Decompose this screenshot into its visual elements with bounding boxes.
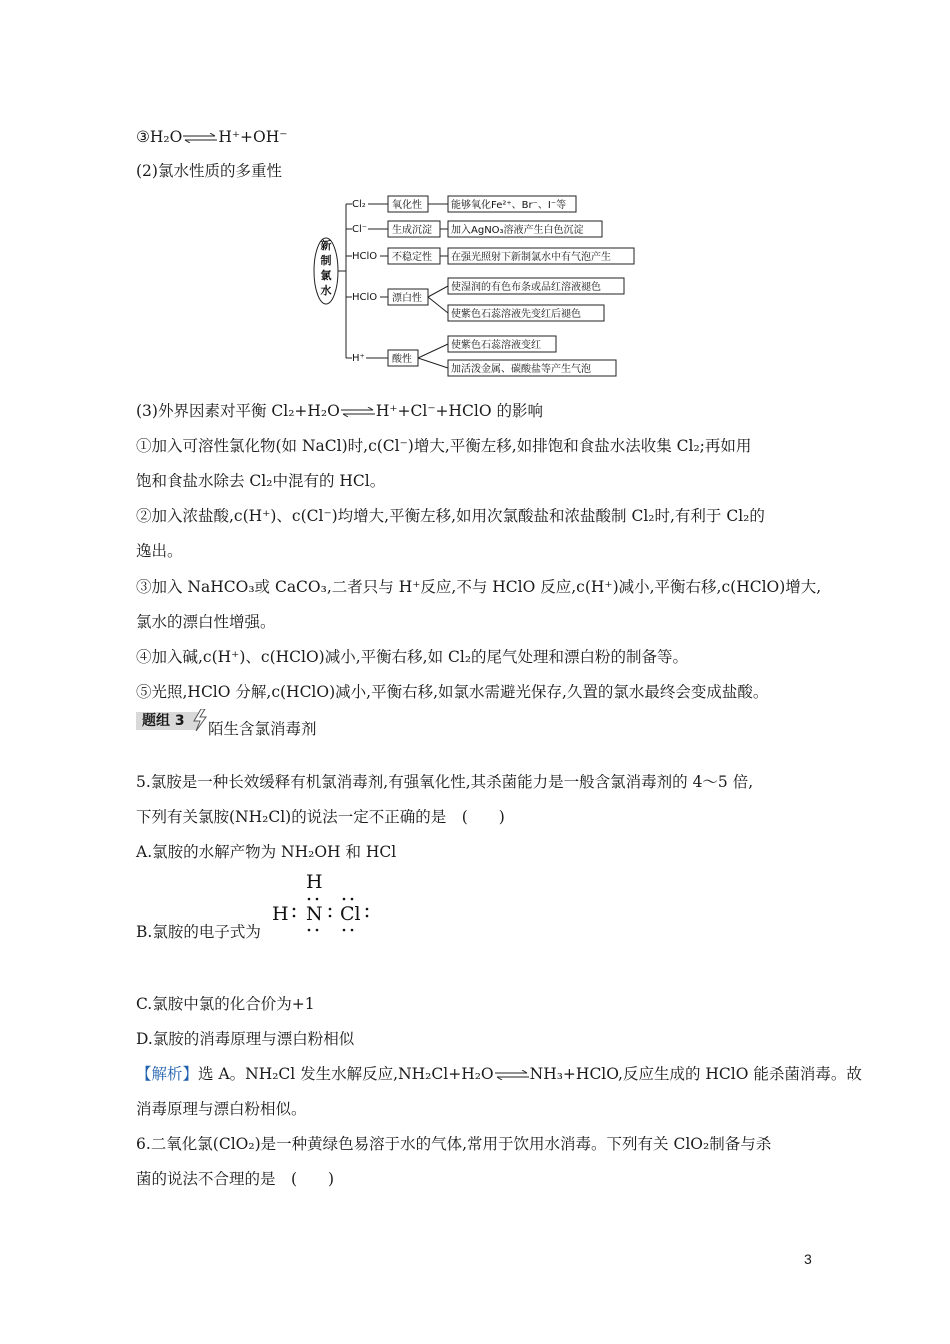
reversible-arrow-icon	[341, 407, 375, 417]
group-label: 题组 3	[136, 712, 198, 730]
section-heading-3	[136, 401, 543, 421]
paragraph-2a: ②加入浓盐酸,c(H⁺)、c(Cl⁻)均增大,平衡左移,如用次氯酸盐和浓盐酸制 Cl₂时,有利于 Cl₂的	[136, 507, 765, 525]
paragraph-2b: 逸出。	[136, 542, 183, 560]
center-char: 氯	[320, 269, 332, 282]
property-label: 生成沉淀	[392, 225, 432, 236]
question-6b: 菌的说法不合理的是 ( )	[136, 1170, 335, 1188]
paragraph-1a: ①加入可溶性氯化物(如 NaCl)时,c(Cl⁻)增大,平衡左移,如排饱和食盐水法收集 Cl₂;再如用	[136, 437, 752, 455]
property-label: 漂白性	[392, 293, 422, 304]
group-title: 陌生含氯消毒剂	[208, 720, 317, 738]
section-heading-2: (2)氯水性质的多重性	[136, 162, 282, 180]
page-number: 3	[804, 1251, 812, 1267]
paragraph-4: ④加入碱,c(H⁺)、c(HClO)减小,平衡右移,如 Cl₂的尾气处理和漂白粉的制备等。	[136, 648, 689, 666]
option-a: A.氯胺的水解产物为 NH₂OH 和 HCl	[136, 843, 397, 861]
effect-label: 加入AgNO₃溶液产生白色沉淀	[451, 225, 584, 236]
question-5a: 5.氯胺是一种长效缓释有机氯消毒剂,有强氧化性,其杀菌能力是一般含氯消毒剂的 4～5 倍,	[136, 773, 754, 791]
eq-right: H⁺+OH⁻	[218, 128, 288, 146]
option-d: D.氯胺的消毒原理与漂白粉相似	[136, 1030, 355, 1048]
center-char: 制	[320, 254, 332, 267]
center-char: 水	[320, 284, 332, 297]
answer-line-2: 消毒原理与漂白粉相似。	[136, 1100, 307, 1118]
question-5b: 下列有关氯胺(NH₂Cl)的说法一定不正确的是 ( )	[136, 808, 505, 826]
effect-label: 使紫色石蕊溶液先变红后褪色	[451, 309, 581, 320]
effect-label: 加活泼金属、碳酸盐等产生气泡	[451, 364, 591, 375]
option-b: B.氯胺的电子式为	[136, 923, 261, 941]
lewis-structure	[268, 868, 378, 938]
paragraph-3b: 氯水的漂白性增强。	[136, 613, 276, 631]
paragraph-5: ⑤光照,HClO 分解,c(HClO)减小,平衡右移,如氯水需避光保存,久置的氯水最终会变成盐酸。	[136, 683, 769, 701]
property-label: 酸性	[392, 354, 412, 365]
species-label: Cl₂	[352, 199, 366, 210]
property-label: 不稳定性	[392, 252, 432, 263]
answer-line-1	[136, 1064, 862, 1084]
paragraph-1b: 饱和食盐水除去 Cl₂中混有的 HCl。	[136, 472, 386, 490]
species-label: H⁺	[352, 353, 365, 364]
lewis-cl: Cl	[340, 903, 361, 925]
effect-label: 使紫色石蕊溶液变红	[451, 340, 541, 351]
effect-label: 使湿润的有色布条或品红溶液褪色	[451, 282, 601, 293]
center-char: 新	[320, 239, 332, 252]
eq3-left: (3)外界因素对平衡 Cl₂+H₂O	[136, 402, 340, 420]
equilibrium-water	[136, 127, 287, 147]
property-label: 氧化性	[392, 200, 422, 211]
eq3-right: H⁺+Cl⁻+HClO 的影响	[375, 402, 543, 420]
reversible-arrow-icon	[495, 1070, 529, 1080]
species-label: Cl⁻	[352, 224, 368, 235]
species-label: HClO	[352, 251, 378, 262]
effect-label: 能够氧化Fe²⁺、Br⁻、I⁻等	[451, 200, 567, 211]
effect-label: 在强光照射下新制氯水中有气泡产生	[451, 252, 611, 263]
question-6a: 6.二氧化氯(ClO₂)是一种黄绿色易溶于水的气体,常用于饮用水消毒。下列有关 ClO₂制备与杀	[136, 1135, 772, 1153]
lightning-icon	[191, 709, 209, 731]
answer-tag: 【解析】	[136, 1065, 199, 1083]
species-label: HClO	[352, 292, 378, 303]
option-c: C.氯胺中氯的化合价为+1	[136, 995, 315, 1013]
reversible-arrow-icon	[183, 133, 217, 143]
answer-text-b: NH₃+HClO,反应生成的 HClO 能杀菌消毒。故	[529, 1065, 862, 1083]
answer-text-a: 选 A。NH₂Cl 发生水解反应,NH₂Cl+H₂O	[198, 1065, 494, 1083]
group-tag	[136, 711, 206, 731]
chlorine-water-diagram	[310, 192, 650, 384]
lewis-h-left: H	[272, 903, 289, 925]
eq-left: ③H₂O	[136, 128, 183, 146]
lewis-n: N	[306, 903, 323, 925]
paragraph-3a: ③加入 NaHCO₃或 CaCO₃,二者只与 H⁺反应,不与 HClO 反应,c(H⁺)减小,平衡右移,c(HClO)增大,	[136, 578, 822, 596]
lewis-h-top: H	[306, 871, 323, 893]
